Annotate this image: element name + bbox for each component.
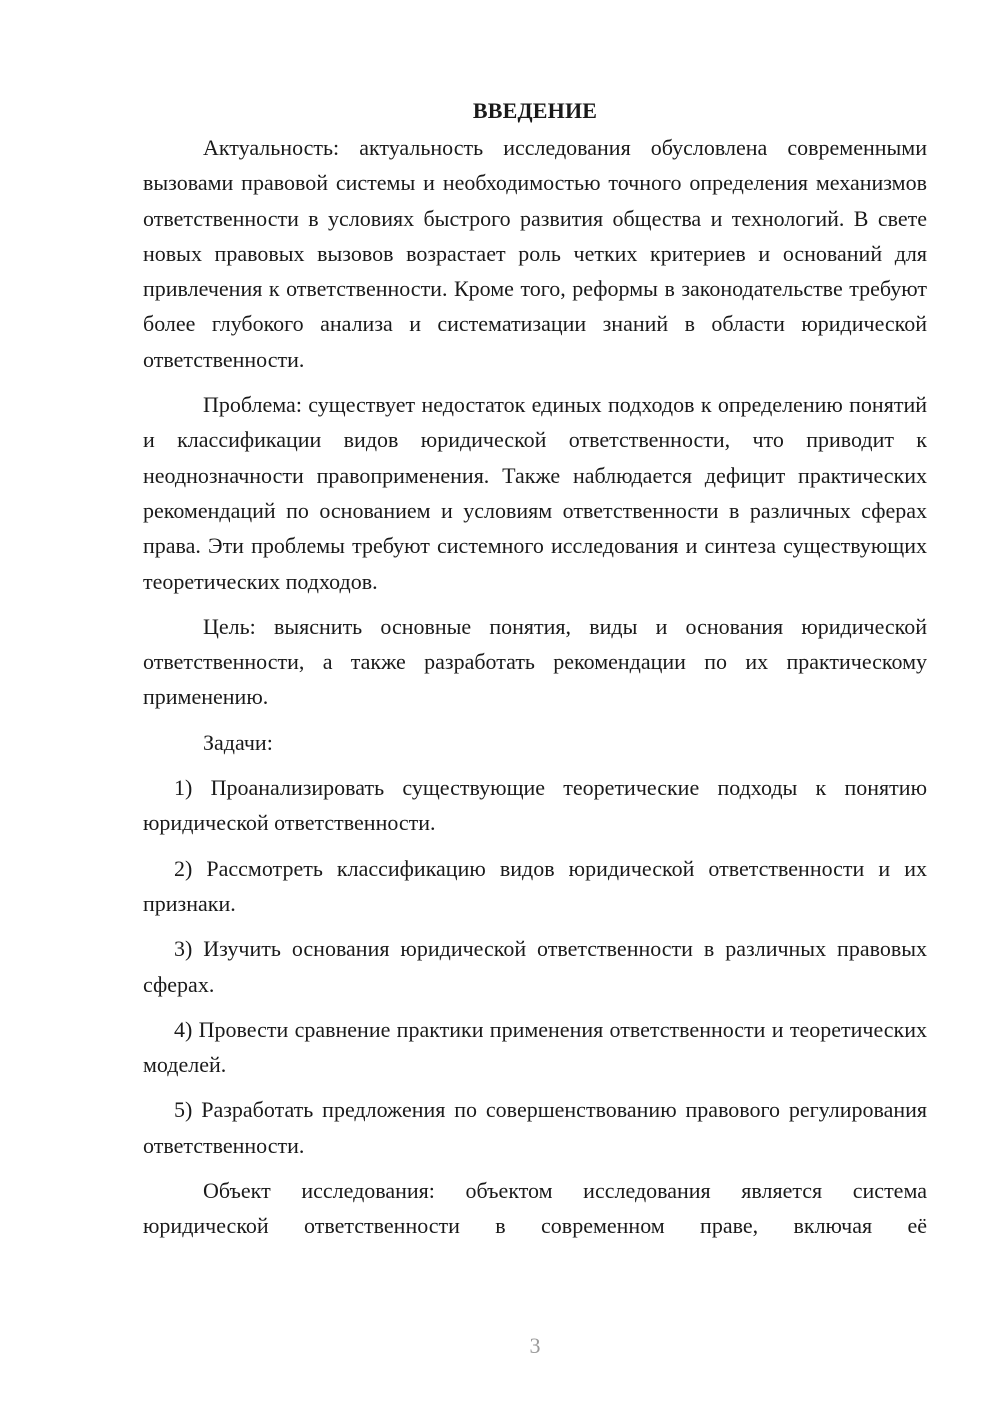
paragraph-problem: Проблема: существует недостаток единых подходов к определению понятий и классификации видов юридической ответственности, что приводит к неоднозначности правоприменения. Также наблюдается дефицит практических рекомендаций по основанием и условиям ответственности в различных сферах права. Эти проблемы требуют системного исследования и синтеза существующих теоретических подходов. <box>143 392 927 594</box>
page-number: 3 <box>529 1333 541 1358</box>
section-title: ВВЕДЕНИЕ <box>472 98 598 123</box>
task-item-1: 1) Проанализировать существующие теоретические подходы к понятию юридической ответственности. <box>143 775 927 836</box>
document-page <box>143 96 927 1254</box>
task-item-5: 5) Разработать предложения по совершенствованию правового регулирования ответственности. <box>143 1097 927 1158</box>
paragraph-goal: Цель: выяснить основные понятия, виды и основания юридической ответственности, а также разработать рекомендации по их практическому применению. <box>143 613 927 710</box>
tasks-heading: Задачи: <box>203 729 273 755</box>
paragraph-relevance: Актуальность: актуальность исследования обусловлена современными вызовами правовой системы и необходимостью точного определения механизмов ответственности в условиях быстрого развития общества и технологий. В свете новых правовых вызовов возрастает роль четких критериев и оснований для привлечения к ответственности. Кроме того, реформы в законодательстве требуют более глубокого анализа и систематизации знаний в области юридической ответственности. <box>143 135 927 372</box>
task-item-3: 3) Изучить основания юридической ответственности в различных правовых сферах. <box>143 936 927 997</box>
task-item-2: 2) Рассмотреть классификацию видов юридической ответственности и их признаки. <box>143 855 927 916</box>
paragraph-object: Объект исследования: объектом исследования является система юридической ответственности в современном праве, включая её <box>143 1178 927 1239</box>
task-item-4: 4) Провести сравнение практики применения ответственности и теоретических моделей. <box>143 1016 927 1078</box>
